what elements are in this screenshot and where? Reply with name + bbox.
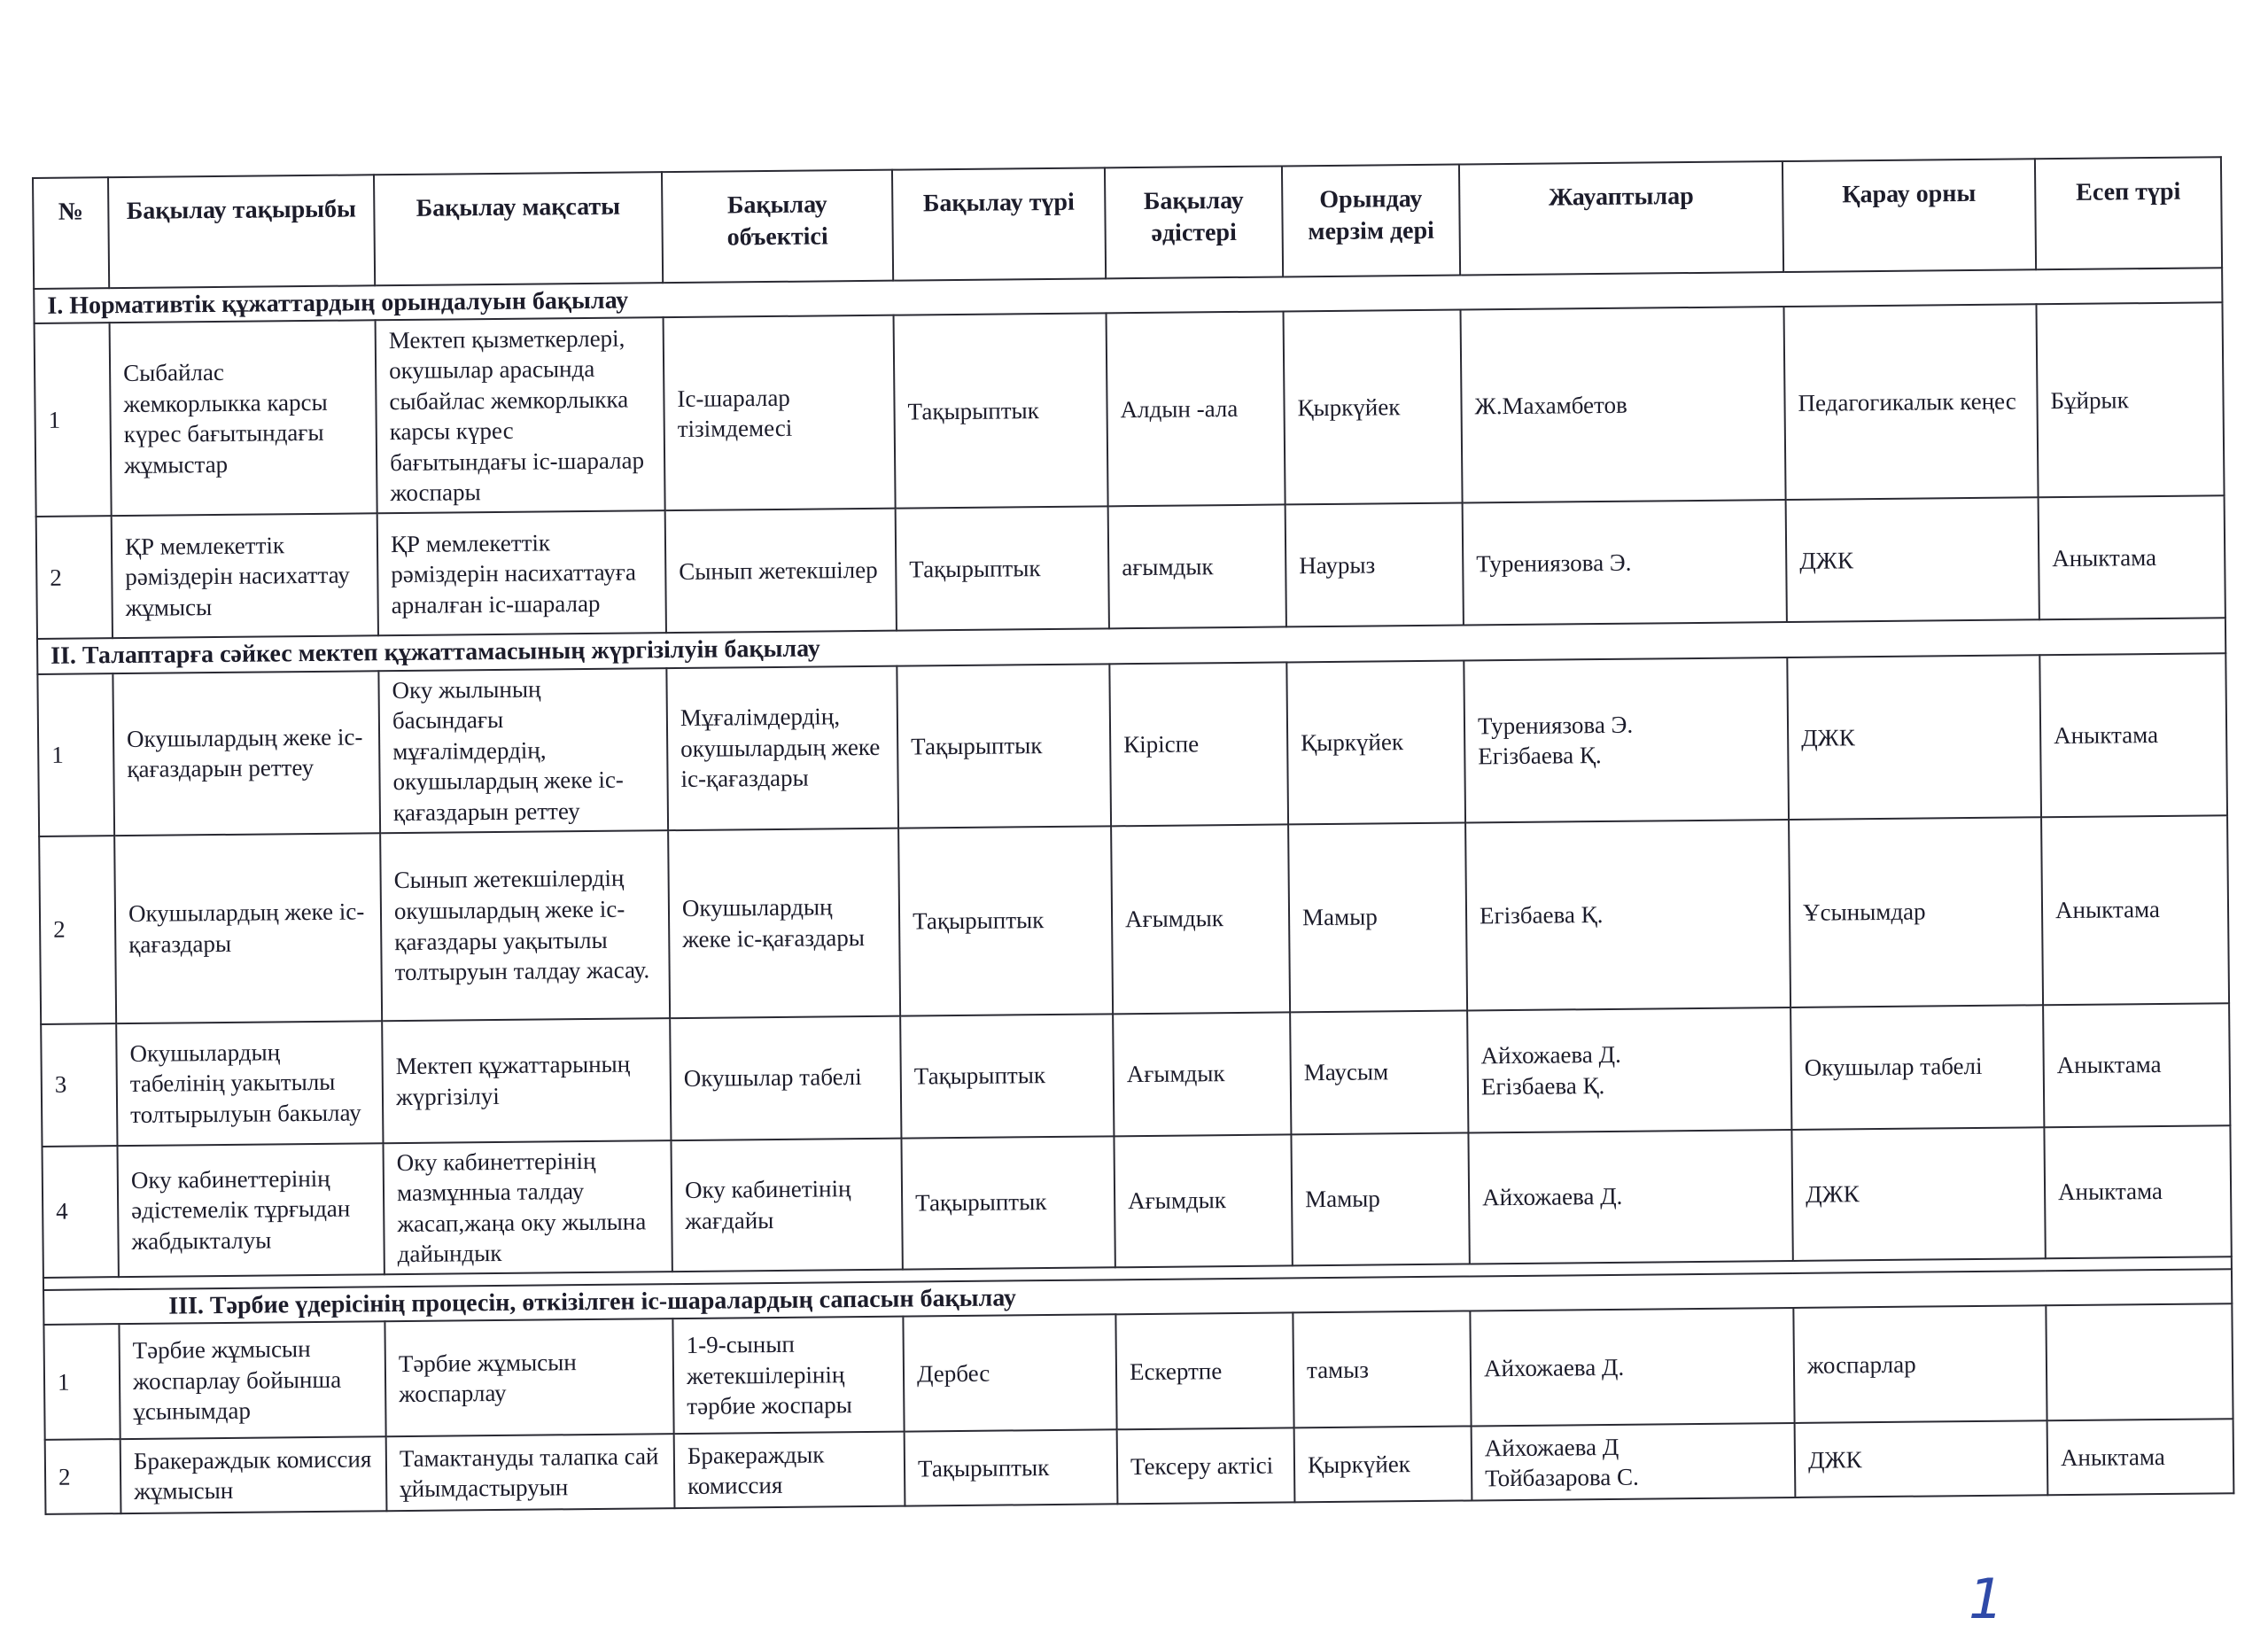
cell-type: Тақырыптык <box>905 1429 1118 1505</box>
cell-object: Сынып жетекшілер <box>665 509 897 633</box>
cell-num: 1 <box>35 323 112 517</box>
cell-goal: Тамактануды талапка сай ұйымдастыруын <box>386 1434 675 1511</box>
cell-report: Аныктама <box>2039 496 2225 620</box>
cell-object: Іс-шаралар тізімдемесі <box>664 315 896 510</box>
cell-object: Окушылардың жеке іс-қағаздары <box>668 828 900 1017</box>
cell-place: Ұсынымдар <box>1789 817 2043 1007</box>
cell-goal: Оку кабинеттерінің мазмұнныа талдау жасап,жаңа оку жылына дайындык <box>383 1140 672 1274</box>
cell-deadline: Мамыр <box>1291 1132 1469 1265</box>
cell-type: Тақырыптык <box>897 664 1111 828</box>
header-num: № <box>33 177 109 289</box>
cell-goal: Мектеп құжаттарының жүргізілуі <box>382 1018 671 1143</box>
table-row <box>41 1003 2230 1147</box>
cell-report: Аныктама <box>2044 1125 2231 1258</box>
cell-method: Ағымдык <box>1113 1012 1291 1136</box>
cell-object: Бракераждык комиссия <box>674 1432 905 1508</box>
cell-topic: Бракераждык комиссия жұмысын <box>120 1436 387 1513</box>
header-topic: Бақылау тақырыбы <box>108 175 375 288</box>
cell-deadline: Маусым <box>1290 1010 1468 1134</box>
cell-method: Кіріспе <box>1109 662 1288 826</box>
cell-goal: Сынып жетекшілердің окушылардың жеке іс-қағаздары уақытылы толтыруын талдау жасау. <box>380 830 670 1021</box>
cell-goal: Оку жылының басындағы мұғалімдердің, окушылардың жеке іс-қағаздарын реттеу <box>378 668 668 833</box>
cell-report: Аныктама <box>2047 1419 2234 1495</box>
header-object: Бақылау объектісі <box>662 170 893 283</box>
cell-responsible: Айхожаева Д. <box>1470 1308 1794 1426</box>
cell-type: Тақырыптык <box>901 1136 1115 1269</box>
cell-report <box>2046 1303 2233 1420</box>
cell-responsible: Айхожаева Д. <box>1468 1129 1792 1264</box>
cell-topic: Тәрбие жұмысын жоспарлау бойынша ұсынымдар <box>119 1321 385 1439</box>
cell-place: Педагогикалык кеңес <box>1783 305 2038 501</box>
cell-num: 2 <box>45 1439 121 1514</box>
header-place: Қарау орны <box>1783 159 2036 272</box>
cell-report: Аныктама <box>2039 653 2227 817</box>
cell-responsible: Айхожаева Д. Егізбаева Қ. <box>1467 1007 1791 1132</box>
cell-num: 2 <box>36 517 113 640</box>
header-row <box>33 157 2222 289</box>
cell-place: ДЖК <box>1791 1127 2045 1261</box>
cell-num: 3 <box>41 1023 117 1147</box>
cell-method: Ескертпе <box>1115 1312 1293 1429</box>
cell-deadline: Қыркүйек <box>1286 660 1465 824</box>
cell-deadline: Қыркүйек <box>1294 1427 1472 1503</box>
cell-topic: Оку кабинеттерінің әдістемелік тұрғыдан жабдыкталуы <box>117 1143 384 1277</box>
cell-responsible: Турениязова Э. <box>1463 500 1787 625</box>
cell-place: ДЖК <box>1795 1420 2048 1497</box>
cell-type: Тақырыптык <box>896 507 1109 631</box>
header-type: Бақылау түрі <box>892 167 1106 280</box>
section-title: III. Тәрбие үдерісінің процесін, өткізілген іс-шаралардың сапасын бақылау <box>43 1269 2232 1325</box>
cell-method: ағымдык <box>1108 505 1286 629</box>
cell-type: Тақырыптык <box>900 1014 1114 1138</box>
table-row <box>43 1303 2233 1440</box>
cell-object: Мұғалімдердің, окушылардың жеке іс-қағаздары <box>666 665 898 829</box>
cell-object: Оку кабинетінің жағдайы <box>671 1138 902 1272</box>
cell-place: ДЖК <box>1787 655 2041 819</box>
table-row <box>35 303 2225 517</box>
section-title: I. Нормативтік құжаттардың орындалуын бақылау <box>34 268 2222 323</box>
header-responsible: Жауаптылар <box>1459 161 1783 275</box>
cell-report: Аныктама <box>2043 1003 2230 1127</box>
cell-num: 2 <box>39 836 116 1024</box>
cell-num: 1 <box>43 1324 120 1440</box>
header-report: Есеп түрі <box>2035 157 2222 269</box>
cell-topic: Окушылардың жеке іс-қағаздары <box>114 833 382 1023</box>
cell-type: Тақырыптык <box>898 826 1113 1015</box>
cell-method: Тексеру актісі <box>1117 1427 1295 1504</box>
cell-goal: Мектеп қызметкерлері, окушылар арасында сыбайлас жемкорлыкка карсы күрес бағытындағы іс-шаралар жоспары <box>376 318 665 514</box>
cell-deadline: Мамыр <box>1288 822 1467 1012</box>
cell-topic: Сыбайлас жемкорлыкка карсы күрес бағытындағы жұмыстар <box>110 321 377 517</box>
cell-place: ДЖК <box>1786 498 2039 623</box>
cell-method: Ағымдык <box>1114 1134 1292 1267</box>
cell-type: Дербес <box>903 1314 1116 1431</box>
table-row <box>39 815 2229 1024</box>
header-goal: Бақылау мақсаты <box>374 172 663 285</box>
cell-method: Ағымдык <box>1111 824 1290 1014</box>
cell-deadline: Қыркүйек <box>1284 310 1463 505</box>
table-row <box>42 1125 2231 1278</box>
cell-responsible: Ж.Махамбетов <box>1461 307 1786 502</box>
cell-topic: Окушылардың жеке іс-қағаздарын реттеу <box>113 671 380 836</box>
cell-topic: Окушылардың табелінің уакытылы толтырылуын бакылау <box>116 1021 383 1146</box>
table-row <box>36 496 2225 640</box>
section-title: II. Талаптарға сәйкес мектеп құжаттамасының жүргізілуін бақылау <box>37 618 2225 674</box>
cell-place: Окушылар табелі <box>1790 1005 2044 1130</box>
cell-responsible: Турениязова Э. Егізбаева Қ. <box>1464 657 1789 822</box>
control-plan-table <box>32 156 2234 1515</box>
cell-deadline: Наурыз <box>1285 503 1464 627</box>
document-sheet <box>32 156 2233 1515</box>
cell-type: Тақырыптык <box>894 314 1108 509</box>
cell-place: жоспарлар <box>1793 1305 2047 1423</box>
cell-responsible: Егізбаева Қ. <box>1465 820 1790 1010</box>
header-method: Бақылау әдістері <box>1105 166 1283 278</box>
cell-method: Алдын -ала <box>1107 312 1285 507</box>
cell-object: 1-9-сынып жетекшілерінің тәрбие жоспары <box>672 1317 904 1434</box>
cell-deadline: тамыз <box>1293 1311 1471 1428</box>
page-number: 1 <box>1969 1567 2004 1631</box>
header-deadline: Орындау мерзім дері <box>1282 165 1460 277</box>
cell-num: 1 <box>37 673 114 836</box>
cell-responsible: Айхожаева Д Тойбазарова С. <box>1472 1423 1796 1500</box>
table-row <box>37 653 2227 836</box>
cell-goal: ҚР мемлекеттік рәміздерін насихаттауға арналған іс-шаралар <box>377 511 666 636</box>
cell-topic: ҚР мемлекеттік рәміздерін насихаттау жұмысы <box>112 514 378 639</box>
cell-goal: Тәрбие жұмысын жоспарлау <box>384 1318 673 1436</box>
cell-object: Окушылар табелі <box>670 1015 901 1140</box>
cell-num: 4 <box>42 1146 118 1278</box>
cell-report: Аныктама <box>2041 815 2229 1005</box>
cell-report: Бұйрык <box>2036 303 2224 498</box>
